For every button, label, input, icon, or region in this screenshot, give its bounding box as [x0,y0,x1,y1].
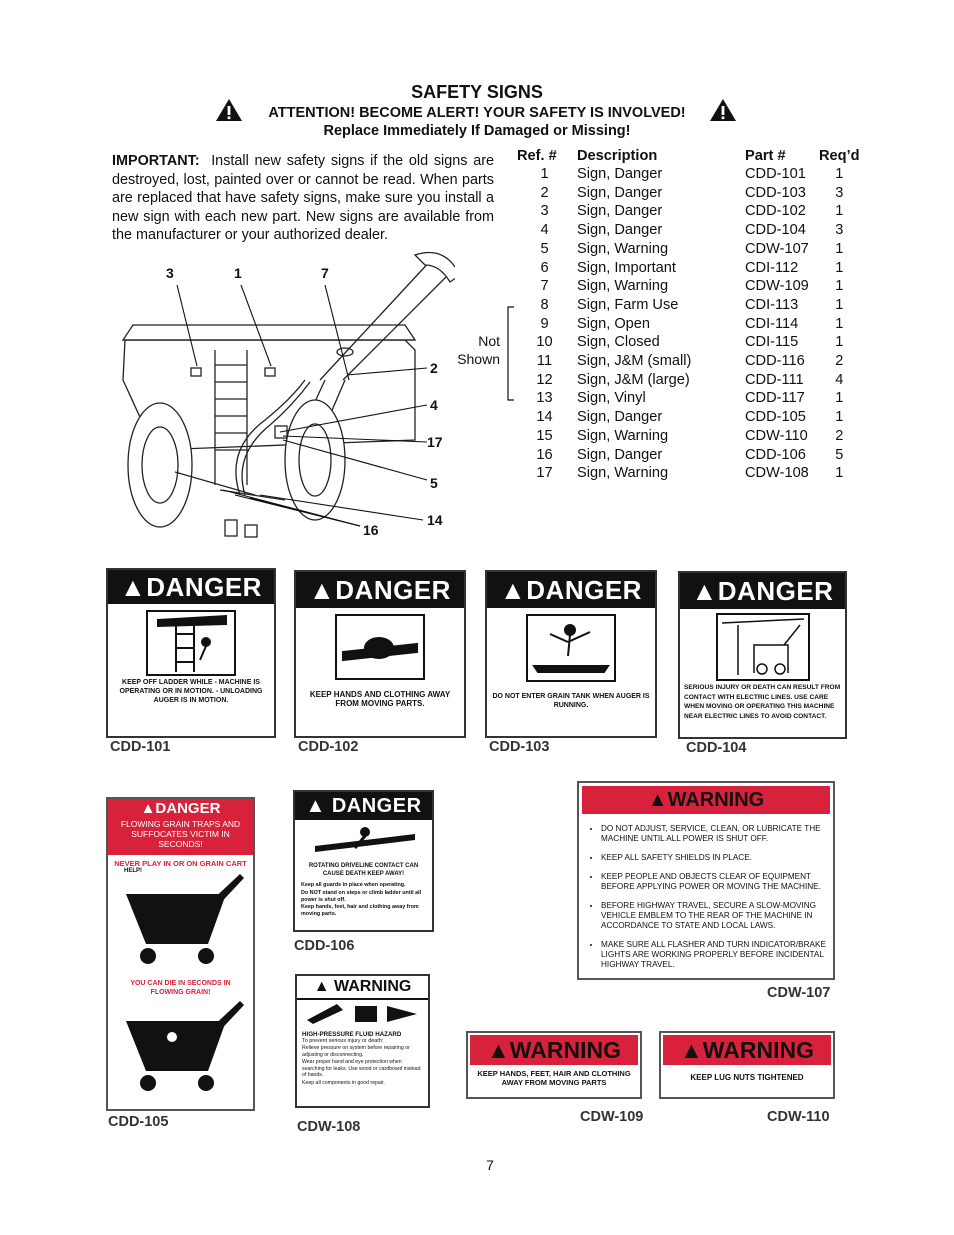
sign-cdd-101 [106,568,276,738]
parts-table [512,146,860,483]
part-number-cell: CDD-117 [745,390,805,407]
callout-5: 5 [430,475,438,491]
callout-4: 4 [430,397,438,413]
required-qty-cell: 1 [835,334,844,351]
grain-cart-diagram [115,250,455,545]
bullet-item: Keep all components in good repair. [302,1079,385,1086]
danger-header: ▲DANGER [108,570,274,604]
part-number-cell: CDD-103 [745,184,806,201]
danger-triangle-icon: ▲ [500,575,527,605]
part-number-cell: CDW-110 [745,427,808,444]
description-cell: Sign, Open [577,315,651,332]
table-row [512,352,860,371]
danger-header: ▲DANGER [680,573,845,609]
table-row [512,333,860,352]
important-paragraph [112,152,494,245]
table-row [512,371,860,390]
table-row [512,427,860,446]
sign-label: CDD-105 [108,1114,169,1130]
danger-triangle-icon: ▲ [140,800,156,817]
danger-triangle-icon: ▲ [120,572,147,602]
callout-16: 16 [363,522,379,538]
sign-bullets [297,1044,428,1089]
sign-bullets [295,880,432,921]
description-cell: Sign, Vinyl [577,390,646,407]
part-number-cell: CDD-111 [745,371,804,388]
warning-header: ▲WARNING [663,1035,831,1065]
description-cell: Sign, Closed [577,334,660,351]
table-row [512,464,860,483]
required-qty-cell: 1 [835,296,844,313]
part-number-cell: CDD-102 [745,203,806,220]
sign-never-text: NEVER PLAY IN OR ON GRAIN CART [114,859,247,868]
danger-header: ▲DANGER [487,572,655,608]
sign-mid-text: YOU CAN DIE IN SECONDS IN FLOWING GRAIN! [130,980,231,996]
warning-header: ▲ WARNING [297,976,428,1000]
table-row [512,315,860,334]
warning-triangle-icon: ▲ [487,1037,510,1063]
required-qty-cell: 1 [835,390,844,407]
bullet-item: • DO NOT ADJUST, SERVICE, CLEAN, OR LUBRICATE THE MACHINE UNTIL ALL POWER IS SHUT OFF. [601,824,827,844]
replace-notice: Replace Immediately If Damaged or Missing! [323,123,631,139]
danger-triangle-icon: ▲ [691,576,718,606]
ref-cell: 7 [540,278,549,295]
table-row [512,408,860,427]
required-qty-cell: 1 [835,166,844,182]
page-number: 7 [486,1157,494,1173]
description-cell: Sign, J&M (large) [577,371,690,388]
sign-top-text: FLOWING GRAIN TRAPS AND SUFFOCATES VICTIM IN SECONDS! [120,819,241,849]
sign-cdd-105 [106,797,255,1111]
danger-triangle-icon: ▲ [309,575,336,605]
callout-14: 14 [427,512,443,528]
sign-text: KEEP OFF LADDER WHILE - MACHINE IS OPERATING OR IN MOTION. - UNLOADING AUGER IS IN MOTION. [119,679,263,704]
sign-cdd-104 [678,571,847,739]
warning-triangle-icon: ▲ [647,789,668,811]
table-row [512,446,860,465]
sign-cdw-107 [577,781,835,980]
sign-text: KEEP HANDS AND CLOTHING AWAY FROM MOVING PARTS. [309,690,451,708]
bullet-item: Do NOT stand on steps or climb ladder until all power is shut off. [301,889,422,903]
ref-cell: 6 [540,259,549,276]
col-req: Req’d [819,147,860,164]
description-cell: Sign, Warning [577,427,669,444]
description-cell: Sign, Warning [577,240,669,257]
danger-red-header: ▲DANGER FLOWING GRAIN TRAPS AND SUFFOCATES VICTIM IN SECONDS! [108,799,253,855]
description-cell: Sign, Warning [577,465,669,482]
sign-label: CDW-108 [297,1119,361,1135]
ref-cell: 3 [540,203,549,220]
table-header-row [512,146,860,165]
warning-header: ▲WARNING [582,786,830,814]
important-label: IMPORTANT: [112,153,200,169]
sign-cdw-110 [659,1031,835,1099]
table-row [512,202,860,221]
warning-triangle-icon: ▲ [313,978,330,995]
electric-line-pictogram [716,613,810,681]
description-cell: Sign, Danger [577,446,663,463]
bullet-item: Keep hands, feet, hair and clothing away from moving parts. [301,904,419,918]
part-number-cell: CDW-109 [745,278,809,295]
required-qty-cell: 1 [835,465,844,482]
required-qty-cell: 1 [835,240,844,257]
bullet-item: Keep all guards in place when operating. [301,882,406,888]
required-qty-cell: 1 [835,278,844,295]
sign-bullet-list [579,824,833,970]
ref-cell: 16 [536,446,553,463]
part-number-cell: CDD-116 [745,353,805,370]
driveline-pictogram [295,820,432,856]
description-cell: Sign, Danger [577,203,663,220]
col-description: Description [577,147,658,164]
grain-cart-pictogram [108,874,249,974]
not-shown-line1: Not [478,333,500,349]
bullet-item: Relieve pressure on system before repairing or adjusting or disconnecting. [302,1045,410,1058]
sign-text: DO NOT ENTER GRAIN TANK WHEN AUGER IS RUNNING. [492,693,650,709]
description-cell: Sign, Danger [577,409,663,426]
sign-label: CDD-103 [489,739,550,755]
required-qty-cell: 4 [835,371,844,388]
part-number-cell: CDD-104 [745,222,806,239]
grain-cart-pictogram [108,997,249,1097]
part-number-cell: CDI-115 [745,334,799,351]
warning-triangle-icon [709,98,737,122]
sign-text: SERIOUS INJURY OR DEATH CAN RESULT FROM CONTACT WITH ELECTRIC LINES. USE CARE WHEN MOVING OR OPERATING THIS MACHINE NEAR ELECTRIC LINES TO AVOID CONTACT. [684,684,841,720]
ref-cell: 17 [536,465,553,482]
required-qty-cell: 5 [835,446,844,463]
ladder-hazard-pictogram [146,610,236,676]
danger-triangle-icon: ▲ [305,795,326,817]
ref-cell: 1 [540,166,549,182]
description-cell: Sign, Farm Use [577,296,679,313]
part-number-cell: CDW-108 [745,465,809,482]
table-row [512,165,860,184]
page-title: SAFETY SIGNS [411,82,543,102]
warning-triangle-icon: ▲ [680,1037,703,1063]
description-cell: Sign, Danger [577,184,663,201]
ref-cell: 11 [536,353,553,370]
fluid-hazard-pictogram [297,1000,428,1026]
part-number-cell: CDI-112 [745,259,799,276]
sign-help-text: HELP! [124,868,142,874]
ref-cell: 10 [536,334,553,351]
table-row [512,259,860,278]
required-qty-cell: 2 [835,427,844,444]
callout-17: 17 [427,434,443,450]
callout-2: 2 [430,360,438,376]
ref-cell: 9 [540,315,549,332]
callout-3: 3 [166,265,174,281]
bullet-item: • KEEP ALL SAFETY SHIELDS IN PLACE. [601,853,827,863]
ref-cell: 15 [536,427,553,444]
required-qty-cell: 3 [835,222,844,239]
sign-label: CDD-104 [686,740,747,756]
sign-cdd-106 [293,790,434,932]
not-shown-bracket [505,306,515,402]
danger-header: ▲DANGER [296,572,464,608]
sign-cdd-103 [485,570,657,738]
ref-cell: 4 [540,222,549,239]
table-row [512,240,860,259]
part-number-cell: CDI-114 [745,315,799,332]
col-part: Part # [745,147,786,164]
required-qty-cell: 1 [835,259,844,276]
ref-cell: 12 [536,371,553,388]
ref-cell: 2 [540,184,549,201]
sign-label: CDD-101 [110,739,171,755]
attention-line: ATTENTION! BECOME ALERT! YOUR SAFETY IS INVOLVED! [268,105,686,121]
required-qty-cell: 1 [835,203,844,220]
required-qty-cell: 1 [835,315,844,332]
bullet-item: • MAKE SURE ALL FLASHER AND TURN INDICATOR/BRAKE LIGHTS ARE WORKING PROPERLY BEFORE INCIDENTAL HIGHWAY TRAVEL. [601,940,827,970]
sign-sub: To prevent serious injury or death: [302,1038,384,1044]
auger-entry-pictogram [526,614,616,682]
sign-cdw-109 [466,1031,642,1099]
part-number-cell: CDW-107 [745,240,809,257]
part-number-cell: CDD-105 [745,409,806,426]
sign-label: CDW-110 [767,1109,830,1125]
ref-cell: 8 [540,296,549,313]
col-ref: Ref. # [517,147,557,164]
not-shown-line2: Shown [457,351,500,367]
callout-7: 7 [321,265,329,281]
sign-cdw-108 [295,974,430,1108]
sign-text: ROTATING DRIVELINE CONTACT CAN CAUSE DEATH KEEP AWAY! [308,863,419,877]
sign-title: HIGH-PRESSURE FLUID HAZARD [302,1031,402,1038]
sign-label: CDW-107 [767,985,831,1001]
not-shown-note [454,332,500,368]
sign-label: CDW-109 [580,1109,644,1125]
part-number-cell: CDI-113 [745,296,799,313]
description-cell: Sign, Warning [577,278,669,295]
part-number-cell: CDD-101 [745,166,806,182]
bullet-item: • BEFORE HIGHWAY TRAVEL, SECURE A SLOW-MOVING VEHICLE EMBLEM TO THE REAR OF THE MACHINE IN ACCORDANCE TO STATE AND LOCAL LAWS. [601,901,827,931]
sign-text: KEEP HANDS, FEET, HAIR AND CLOTHING AWAY FROM MOVING PARTS [477,1069,631,1087]
danger-header: ▲ DANGER [295,792,432,820]
required-qty-cell: 1 [835,409,844,426]
required-qty-cell: 2 [835,353,844,370]
table-row [512,184,860,203]
sign-label: CDD-102 [298,739,359,755]
description-cell: Sign, Important [577,259,676,276]
warning-header: ▲WARNING [470,1035,638,1065]
part-number-cell: CDD-106 [745,446,806,463]
table-row [512,277,860,296]
table-row [512,296,860,315]
table-row [512,389,860,408]
bullet-item: • KEEP PEOPLE AND OBJECTS CLEAR OF EQUIPMENT BEFORE APPLYING POWER OR MOVING THE MACHINE. [601,872,827,892]
description-cell: Sign, J&M (small) [577,353,692,370]
bullet-item: Wear proper hand and eye protection when searching for leaks. Use wood or cardboard instead of hands. [302,1059,421,1079]
required-qty-cell: 3 [835,184,844,201]
description-cell: Sign, Danger [577,166,663,182]
sign-text: KEEP LUG NUTS TIGHTENED [690,1073,804,1082]
ref-cell: 5 [540,240,549,257]
ref-cell: 13 [536,390,553,407]
description-cell: Sign, Danger [577,222,663,239]
callout-1: 1 [234,265,242,281]
table-row [512,221,860,240]
hand-entanglement-pictogram [335,614,425,680]
important-text: Install new safety signs if the old signs are destroyed, lost, painted over or cannot be read. When parts are replaced that have safety signs, make sure you install a new sign with each new part. New signs are available from the manufacturer or your authorized dealer. [112,153,495,244]
sign-cdd-102 [294,570,466,738]
ref-cell: 14 [536,409,553,426]
sign-label: CDD-106 [294,938,355,954]
